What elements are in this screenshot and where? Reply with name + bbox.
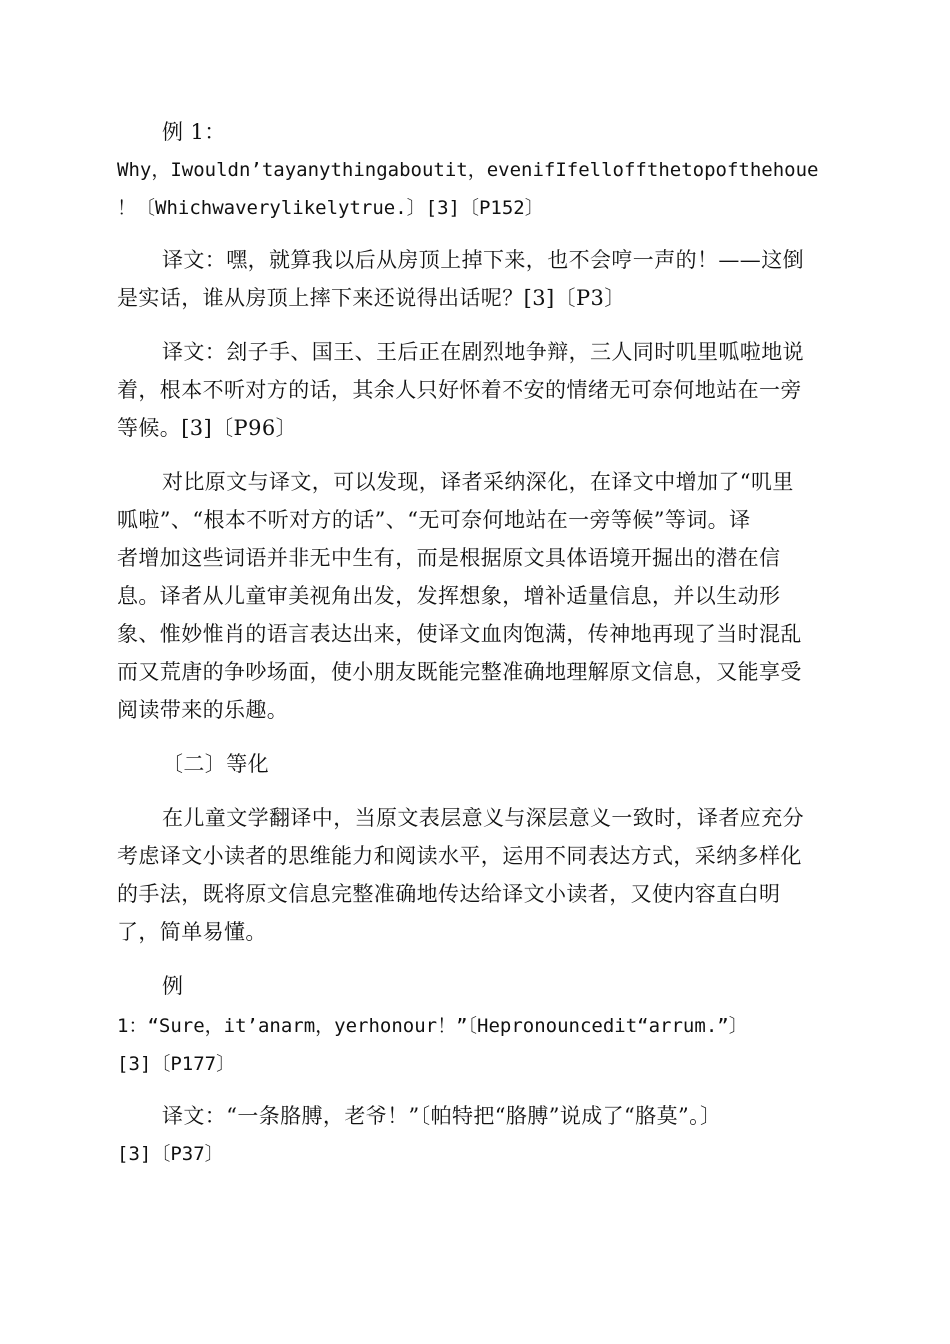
example-2-english-line: 1：“Sure，it’anarm，yerhonour！”〔Hepronouncedit“arrum.”〕	[117, 1015, 748, 1037]
analysis-paragraph-line: 息。译者从儿童审美视角出发，发挥想象，增补适量信息，并以生动形	[117, 584, 781, 608]
translation-1-line: 译文：嘿，就算我以后从房顶上掉下来，也不会哼一声的！——这倒	[162, 248, 804, 272]
example-1-english-line: Why，Iwouldn’tayanythingaboutit，evenifIfelloffthetopofthehoue	[117, 159, 819, 181]
translation-1-line: 是实话，谁从房顶上摔下来还说得出话呢？[3]〔P3〕	[117, 286, 626, 310]
section-heading: 〔二〕等化	[162, 752, 269, 776]
translation-2-line: 等候。[3]〔P96〕	[117, 416, 297, 440]
equivalence-paragraph-line: 在儿童文学翻译中，当原文表层意义与深层意义一致时，译者应充分	[162, 806, 804, 830]
equivalence-paragraph-line: 了，简单易懂。	[117, 920, 267, 944]
translation-2-line: 着，根本不听对方的话，其余人只好怀着不安的情绪无可奈何地站在一旁	[117, 378, 802, 402]
equivalence-paragraph-line: 考虑译文小读者的思维能力和阅读水平，运用不同表达方式，采纳多样化	[117, 844, 802, 868]
analysis-paragraph-line: 者增加这些词语并非无中生有，而是根据原文具体语境开掘出的潜在信	[117, 546, 781, 570]
example-2-label: 例	[162, 974, 184, 998]
analysis-paragraph-line: 对比原文与译文，可以发现，译者采纳深化，在译文中增加了“叽里	[162, 470, 794, 494]
analysis-paragraph-line: 而又荒唐的争吵场面，使小朋友既能完整准确地理解原文信息，又能享受	[117, 660, 802, 684]
example-1-english-line: ！〔Whichwaverylikelytrue.〕[3]〔P152〕	[117, 197, 544, 219]
example-2-english-line: [3]〔P177〕	[117, 1053, 236, 1075]
analysis-paragraph-line: 阅读带来的乐趣。	[117, 698, 289, 722]
analysis-paragraph-line: 呱啦”、“根本不听对方的话”、“无可奈何地站在一旁等候”等词。译	[117, 508, 751, 532]
equivalence-paragraph-line: 的手法，既将原文信息完整准确地传达给译文小读者，又使内容直白明	[117, 882, 781, 906]
analysis-paragraph-line: 象、惟妙惟肖的语言表达出来，使译文血肉饱满，传神地再现了当时混乱	[117, 622, 802, 646]
translation-2-line: 译文：刽子手、国王、王后正在剧烈地争辩，三人同时叽里呱啦地说	[162, 340, 804, 364]
translation-3-line: [3]〔P37〕	[117, 1143, 224, 1165]
example-1-label: 例 1：	[162, 120, 226, 144]
translation-3-line: 译文：“一条胳膊，老爷！”〔帕特把“胳膊”说成了“胳莫”。〕	[162, 1104, 722, 1128]
